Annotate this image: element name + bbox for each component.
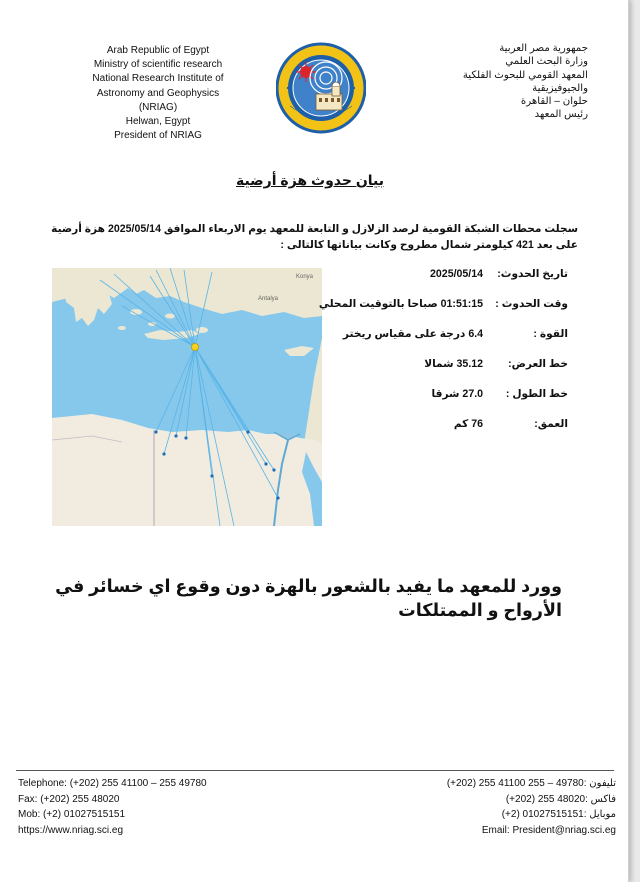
epicenter-marker [191,343,198,350]
footer-website-link[interactable]: https://www.nriag.sci.eg [18,824,124,836]
field-magnitude [343,328,568,344]
header-line: Helwan, Egypt [125,116,191,128]
statement-text: وورد للمعهد ما يفيد بالشعور بالهزة دون وقوع اي خسائر في الأرواح و الممتلكات [55,576,562,620]
header-line: رئيس المعهد [534,109,588,121]
header-line: Arab Republic of Egypt [106,45,210,56]
footer-telephone-ar: تليفون :49780 – 255 41100 255 (202+) [446,778,616,789]
header-english [78,44,238,143]
header-arabic [418,42,588,122]
field-value: 35.12 شمالا [424,358,484,370]
footer-arabic [376,776,616,838]
map-label-konya: Konya [296,274,314,280]
header-line: وزارة البحث العلمي [505,56,588,68]
map-graphic [52,268,322,526]
footer-telephone: Telephone: (+202) 255 41100 – 255 49780 [18,778,207,789]
field-value: 27.0 شرقا [431,388,484,400]
intro-paragraph: سجلت محطات الشبكة القومية لرصد الزلازل و التابعة للمعهد يوم الاربعاء الموافق 2025/05/14 هزة أرضية على بعد 421 كيلومتر شمال مطروح وكانت بياناتها كالتالى : [51,223,578,251]
field-date [430,268,568,284]
footer-mobile: Mob: (+2) 01027515151 [18,809,126,821]
field-label: تاريخ الحدوث: [497,268,568,280]
header-line: Astronomy and Geophysics [96,87,220,99]
field-latitude [424,358,568,374]
footer-divider [16,770,614,771]
footer-email-link[interactable]: Email: President@nriag.sci.eg [481,824,616,836]
map-island [165,314,175,319]
field-label: خط الطول : [505,388,568,400]
field-value: 6.4 درجة على مقياس ريختر [342,328,484,340]
header-line: (NRIAG) [138,101,178,113]
field-depth [454,418,568,434]
header-line: والجيوفيزيقية [532,82,588,94]
epicenter-map [52,268,322,526]
header-line: National Research Institute of [92,73,224,85]
header-line: President of NRIAG [114,130,202,142]
field-label: العمق: [534,418,568,430]
field-value: 76 كم [453,418,484,430]
field-label: خط العرض: [508,358,568,370]
field-value: 01:51:15 صباحا بالتوقيت المحلي [318,298,484,310]
map-island [118,326,126,330]
footer-english [18,776,207,838]
footer-fax: Fax: (+202) 255 48020 [18,793,120,805]
header-line: حلوان – القاهرة [520,96,588,108]
footer-mobile-ar: موبايل :01027515151 (2+) [501,809,616,821]
field-time [319,298,568,314]
map-label-antalya: Antalya [258,296,279,302]
field-value: 2025/05/14 [430,268,484,280]
map-island [196,327,208,333]
field-longitude [432,388,568,404]
field-label: وقت الحدوث : [495,298,568,310]
field-label: القوة : [533,328,568,340]
header-line: جمهورية مصر العربية [499,43,588,54]
document-title: بيان حدوث هزة أرضية [235,172,385,188]
header-line: Ministry of scientific research [93,59,223,71]
footer-fax-ar: فاكس :48020 255 (202+) [505,793,616,805]
nriag-logo [276,42,366,134]
header-line: المعهد القومي للبحوث الفلكية [462,69,588,81]
